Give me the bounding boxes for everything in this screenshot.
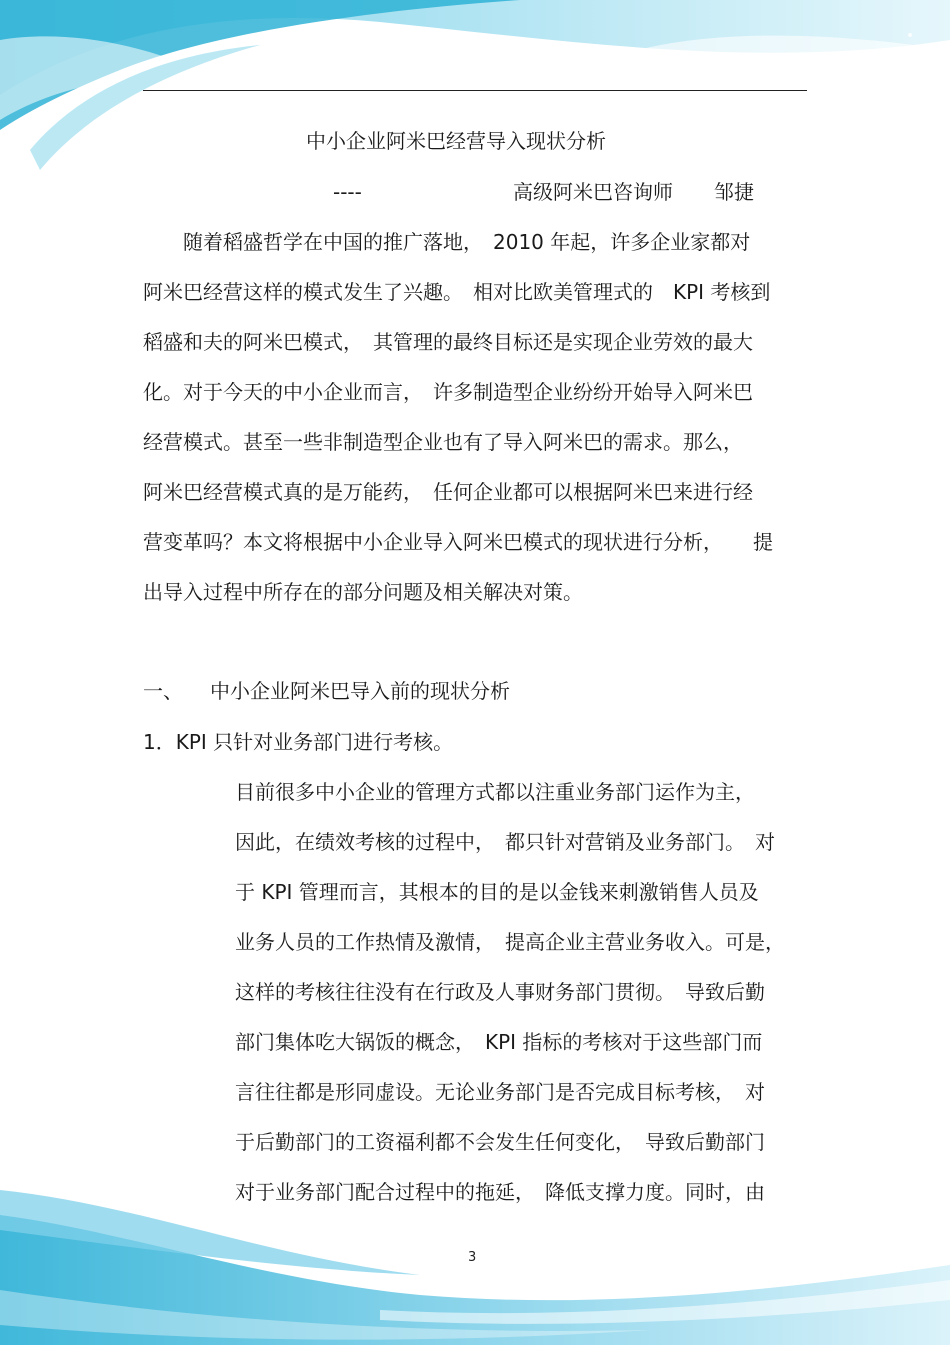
item-paragraph-line: 目前很多中小企业的管理方式都以注重业务部门运作为主， [235, 780, 755, 804]
intro-line: 营变革吗？本文将根据中小企业导入阿米巴模式的现状进行分析， 提 [143, 530, 773, 554]
intro-line: 化。对于今天的中小企业而言， 许多制造型企业纷纷开始导入阿米巴 [143, 380, 753, 404]
intro-line: 随着稻盛哲学在中国的推广落地， 2010 年起，许多企业家都对 [143, 230, 751, 254]
byline-dash: ---- [333, 180, 362, 204]
intro-line: 阿米巴经营这样的模式发生了兴趣。 相对比欧美管理式的 KPI 考核到 [143, 280, 771, 304]
byline-role: 高级阿米巴咨询师 [513, 180, 673, 204]
item-paragraph-line: 于 KPI 管理而言，其根本的目的是以金钱来刺激销售人员及 [235, 880, 759, 904]
item-paragraph-line: 部门集体吃大锅饭的概念， KPI 指标的考核对于这些部门而 [235, 1030, 763, 1054]
page-number: 3 [468, 1250, 477, 1265]
item-paragraph-line: 因此，在绩效考核的过程中， 都只针对营销及业务部门。 对 [235, 830, 775, 854]
item-paragraph-line: 这样的考核往往没有在行政及人事财务部门贯彻。 导致后勤 [235, 980, 765, 1004]
header-rule [143, 90, 807, 91]
numbered-item-heading: 1．KPI 只针对业务部门进行考核。 [143, 730, 454, 754]
document-title: 中小企业阿米巴经营导入现状分析 [306, 129, 606, 153]
item-paragraph-line: 对于业务部门配合过程中的拖延， 降低支撑力度。同时，由 [235, 1180, 765, 1204]
byline-name: 邹捷 [714, 180, 754, 204]
item-paragraph-line: 言往往都是形同虚设。无论业务部门是否完成目标考核， 对 [235, 1080, 765, 1104]
item-paragraph-line: 于后勤部门的工资福利都不会发生任何变化， 导致后勤部门 [235, 1130, 765, 1154]
intro-line: 经营模式。甚至一些非制造型企业也有了导入阿米巴的需求。那么， [143, 430, 743, 454]
intro-line: 稻盛和夫的阿米巴模式， 其管理的最终目标还是实现企业劳效的最大 [143, 330, 753, 354]
item-paragraph-line: 业务人员的工作热情及激情， 提高企业主营业务收入。可是， [235, 930, 785, 954]
intro-line: 出导入过程中所存在的部分问题及相关解决对策。 [143, 580, 583, 604]
section-number: 一、 [143, 679, 183, 703]
top-wave-decoration [0, 0, 950, 200]
section-heading: 中小企业阿米巴导入前的现状分析 [210, 679, 510, 703]
intro-line: 阿米巴经营模式真的是万能药， 任何企业都可以根据阿米巴来进行经 [143, 480, 753, 504]
